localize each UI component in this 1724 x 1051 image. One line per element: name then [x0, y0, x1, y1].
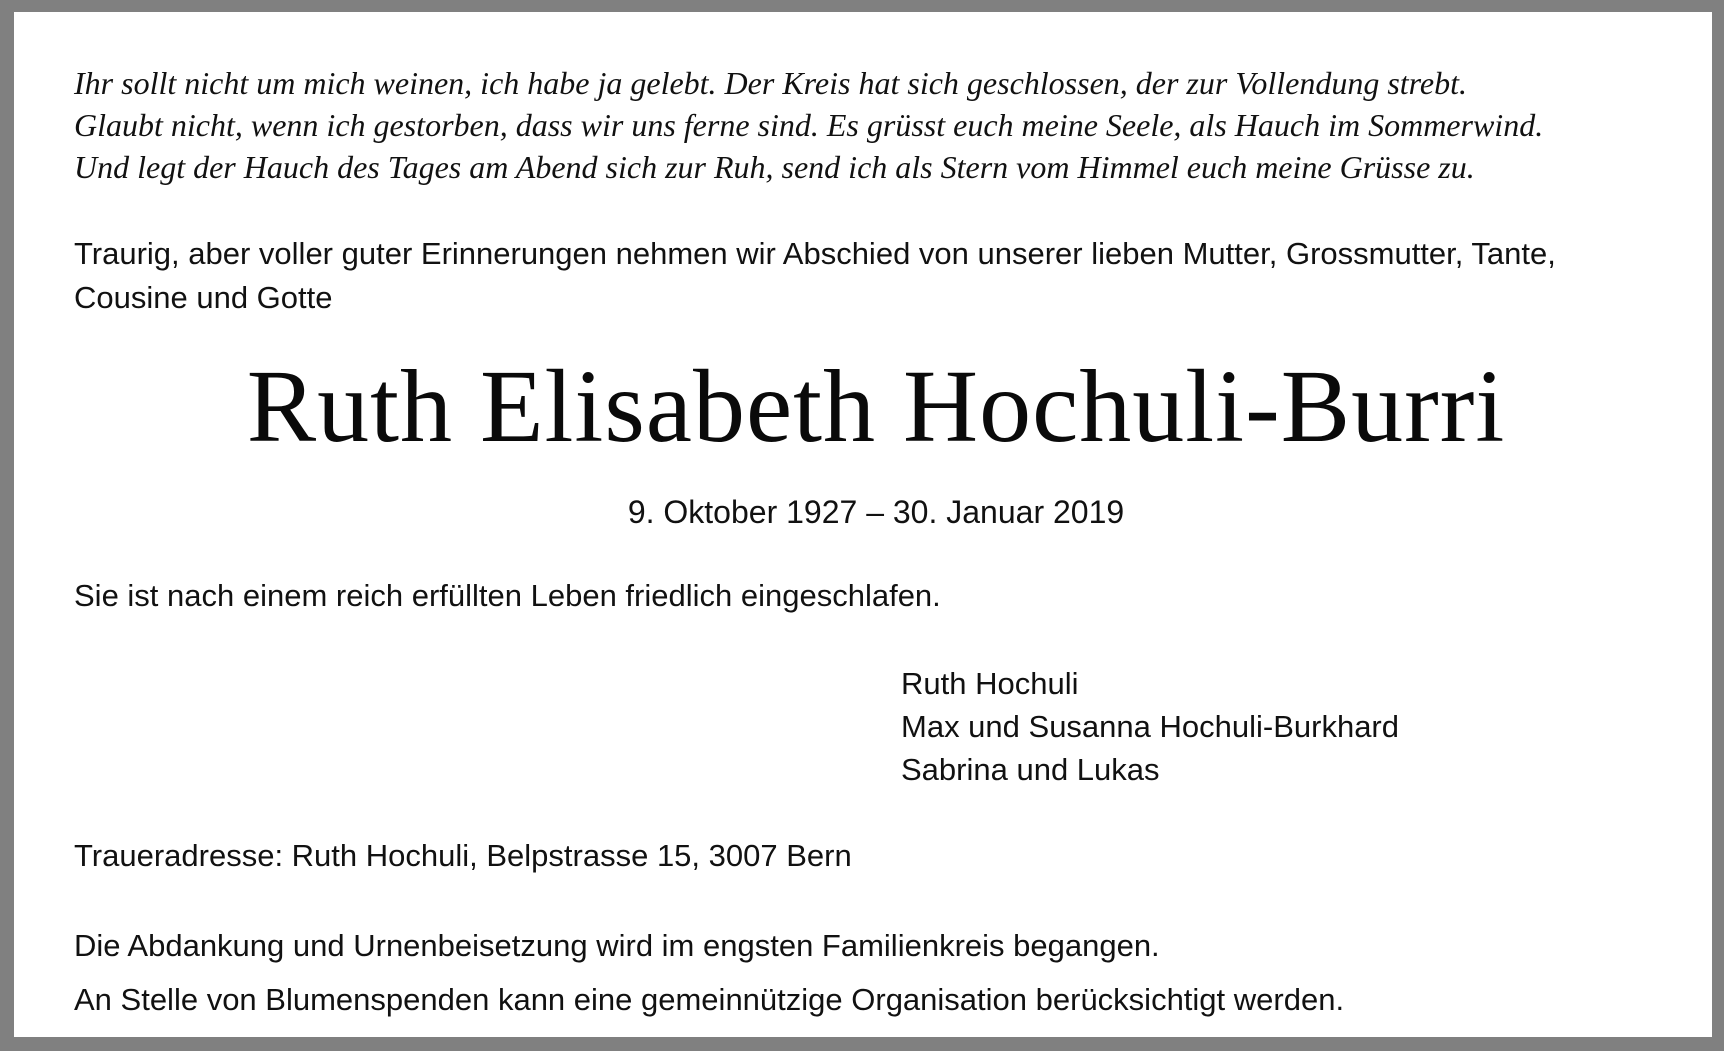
ceremony-info — [74, 919, 1344, 1027]
poem-line: Glaubt nicht, wenn ich gestorben, dass wir uns ferne sind. Es grüsst euch meine Seele, als Hauch im Sommerwind. — [74, 107, 1544, 143]
peace-text: Sie ist nach einem reich erfüllten Leben friedlich eingeschlafen. — [74, 578, 941, 613]
poem-line: Ihr sollt nicht um mich weinen, ich habe ja gelebt. Der Kreis hat sich geschlossen, der zur Vollendung strebt. — [74, 65, 1468, 101]
intro-text — [74, 232, 1694, 320]
poem-line: Und legt der Hauch des Tages am Abend sich zur Ruh, send ich als Stern vom Himmel euch meine Grüsse zu. — [74, 149, 1475, 185]
deceased-name: Ruth Elisabeth Hochuli-Burri — [246, 349, 1506, 464]
mourning-address: Traueradresse: Ruth Hochuli, Belpstrasse 15, 3007 Bern — [74, 838, 852, 873]
family-member: Sabrina und Lukas — [901, 752, 1160, 787]
ceremony-line: An Stelle von Blumenspenden kann eine gemeinnützige Organisation berücksichtigt werden. — [74, 982, 1345, 1017]
intro-line: Cousine und Gotte — [74, 280, 333, 315]
intro-line: Traurig, aber voller guter Erinnerungen nehmen wir Abschied von unserer lieben Mutter, Grossmutter, Tante, — [74, 236, 1556, 271]
family-member: Max und Susanna Hochuli-Burkhard — [901, 709, 1399, 744]
family-member: Ruth Hochuli — [901, 666, 1079, 701]
ceremony-line: Die Abdankung und Urnenbeisetzung wird im engsten Familienkreis begangen. — [74, 928, 1160, 963]
family-list — [901, 662, 1399, 791]
poem-block — [74, 62, 1543, 188]
life-dates: 9. Oktober 1927 – 30. Januar 2019 — [627, 494, 1125, 530]
